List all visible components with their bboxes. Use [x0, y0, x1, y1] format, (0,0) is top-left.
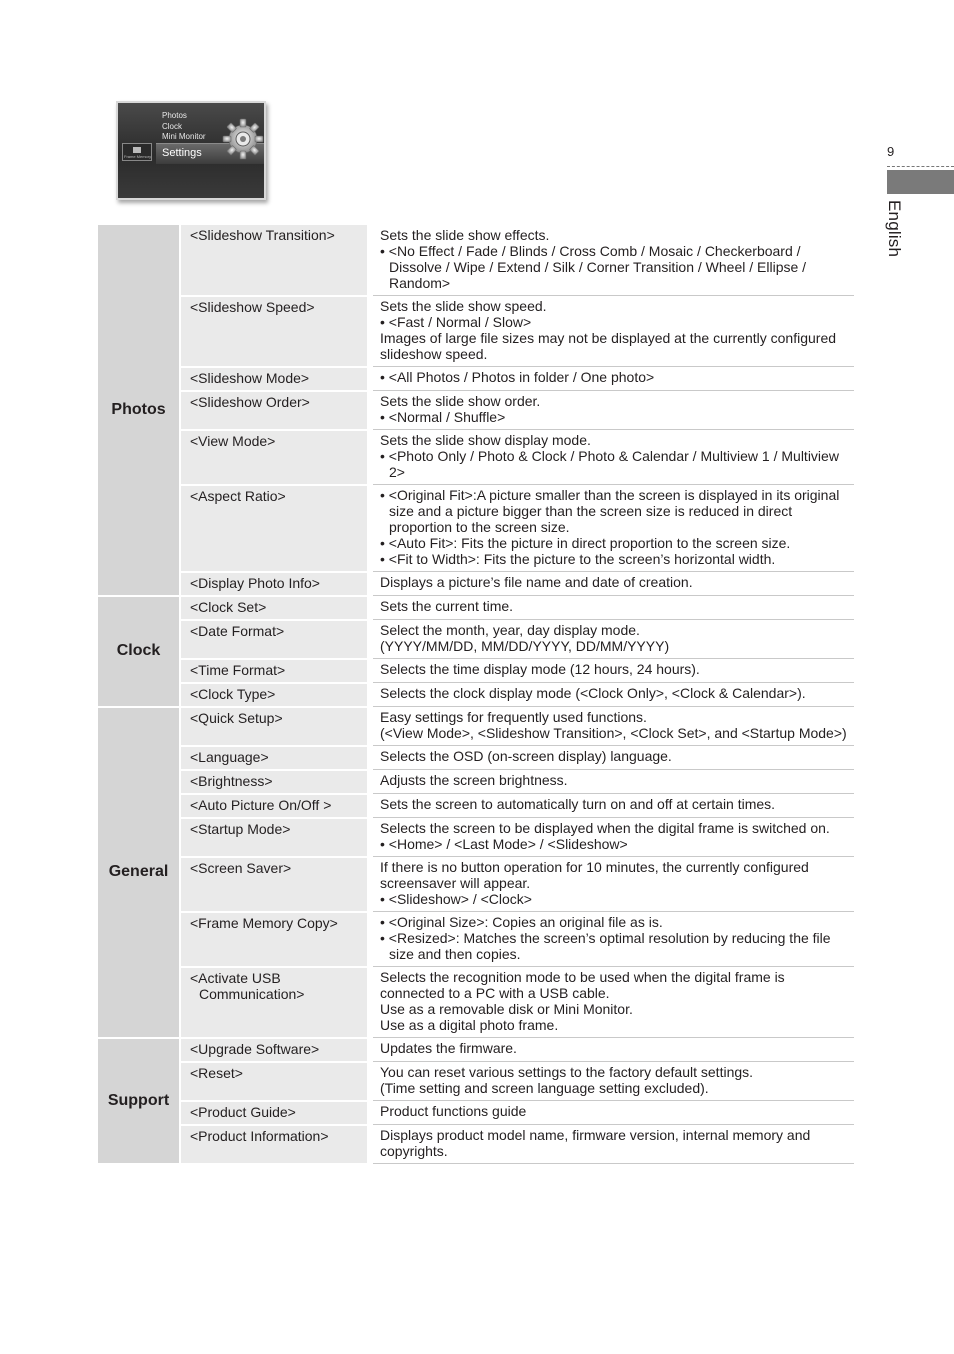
setting-description	[370, 746, 854, 770]
setting-description	[370, 1038, 854, 1062]
setting-name-line: <Brightness>	[190, 772, 273, 789]
setting-name-line: <Slideshow Transition>	[190, 227, 335, 243]
table-row	[98, 1101, 854, 1125]
description-line: Images of large file sizes may not be displayed at the currently configured slideshow speed.	[380, 330, 837, 362]
setting-name-line: <Clock Set>	[190, 598, 267, 615]
table-row	[98, 367, 854, 391]
description-line: Use as a removable disk or Mini Monitor.	[380, 1001, 633, 1017]
table-row	[98, 857, 854, 912]
language-tab: English	[885, 200, 904, 258]
setting-name-line: <Language>	[190, 748, 269, 765]
setting-name-line: <Quick Setup>	[190, 709, 283, 726]
setting-name	[180, 620, 370, 659]
setting-name-line: <Activate USB	[190, 969, 281, 986]
description-bullet: • <Slideshow> / <Clock>	[380, 891, 532, 907]
table-row	[98, 572, 854, 596]
description-bullet: • <Normal / Shuffle>	[380, 409, 506, 425]
setting-name-line: <Upgrade Software>	[190, 1040, 320, 1057]
setting-name	[180, 367, 370, 391]
description-line: Displays product model name, firmware version, internal memory and copyrights.	[380, 1127, 811, 1159]
description-line: Product functions guide	[380, 1103, 527, 1119]
setting-description	[370, 818, 854, 857]
tab-divider	[887, 166, 954, 167]
thumb-menu-clock: Clock	[162, 122, 183, 131]
description-line: Select the month, year, day display mode.	[380, 622, 640, 638]
setting-name	[180, 1125, 370, 1164]
table-row	[98, 912, 854, 967]
setting-name-line: <Display Photo Info>	[190, 574, 320, 591]
thumb-menu-mini-monitor: Mini Monitor	[162, 132, 206, 141]
setting-name	[180, 572, 370, 596]
table-row	[98, 485, 854, 572]
table-row	[98, 818, 854, 857]
description-bullet: • <Fast / Normal / Slow>	[380, 314, 532, 330]
setting-name	[180, 912, 370, 967]
description-line: Sets the slide show order.	[380, 393, 541, 409]
table-row	[98, 794, 854, 818]
table-row	[98, 430, 854, 485]
table-row	[98, 1038, 854, 1062]
table-row	[98, 391, 854, 430]
description-line: Updates the firmware.	[380, 1040, 517, 1056]
setting-name	[180, 659, 370, 683]
table-row	[98, 596, 854, 620]
description-bullet: • <Resized>: Matches the screen’s optimal resolution by reducing the file size and then copies.	[380, 930, 831, 962]
setting-description	[370, 485, 854, 572]
setting-name	[180, 707, 370, 746]
description-line: Displays a picture’s file name and date of creation.	[380, 574, 693, 590]
table-row	[98, 1062, 854, 1101]
setting-name	[180, 296, 370, 367]
description-line: Use as a digital photo frame.	[380, 1017, 559, 1033]
category-clock: Clock	[98, 596, 180, 707]
setting-name	[180, 746, 370, 770]
setting-name-line: <Date Format>	[190, 622, 285, 639]
setting-name-line: <Screen Saver>	[190, 859, 292, 876]
description-bullet: • <All Photos / Photos in folder / One photo>	[380, 369, 655, 385]
table-row	[98, 659, 854, 683]
table-row	[98, 296, 854, 367]
description-line: Selects the screen to be displayed when the digital frame is switched on.	[380, 820, 830, 836]
setting-name-line: <Aspect Ratio>	[190, 487, 286, 504]
description-bullet: • <Original Size>: Copies an original file as is.	[380, 914, 663, 930]
setting-name-line: <Product Guide>	[190, 1103, 296, 1120]
setting-description	[370, 596, 854, 620]
setting-name	[180, 1101, 370, 1125]
setting-name	[180, 683, 370, 707]
setting-description	[370, 912, 854, 967]
setting-name	[180, 818, 370, 857]
setting-description	[370, 967, 854, 1038]
setting-name-line: <Slideshow Speed>	[190, 298, 315, 315]
setting-name	[180, 1038, 370, 1062]
thumb-menu-photos: Photos	[162, 111, 187, 120]
setting-description	[370, 857, 854, 912]
setting-description	[370, 794, 854, 818]
description-bullet: • <Fit to Width>: Fits the picture to the screen’s horizontal width.	[380, 551, 776, 567]
setting-description	[370, 391, 854, 430]
description-line: Selects the recognition mode to be used when the digital frame is connected to a PC with a USB cable.	[380, 969, 785, 1001]
table-row	[98, 746, 854, 770]
description-line: Sets the current time.	[380, 598, 514, 614]
description-line: Sets the slide show effects.	[380, 227, 550, 243]
setting-name-line: <Clock Type>	[190, 685, 276, 702]
description-line: (<View Mode>, <Slideshow Transition>, <Clock Set>, and <Startup Mode>)	[380, 725, 847, 741]
category-support: Support	[98, 1038, 180, 1164]
table-row	[98, 707, 854, 746]
setting-name-line: <Frame Memory Copy>	[190, 914, 338, 931]
table-row	[98, 225, 854, 296]
table-row	[98, 770, 854, 794]
settings-screen-thumbnail	[116, 101, 266, 200]
thumb-menu-settings: Settings	[162, 147, 202, 159]
frame-memory-icon	[122, 143, 152, 161]
page-number: 9	[887, 144, 895, 159]
description-line: You can reset various settings to the factory default settings.	[380, 1064, 754, 1080]
description-line: Sets the screen to automatically turn on and off at certain times.	[380, 796, 776, 812]
setting-name	[180, 857, 370, 912]
description-line: Sets the slide show speed.	[380, 298, 547, 314]
description-bullet: • <Original Fit>:A picture smaller than the screen is displayed in its original size and a picture bigger than the screen size is reduced in direct proportion to the screen size.	[380, 487, 840, 535]
setting-name	[180, 1062, 370, 1101]
setting-description	[370, 683, 854, 707]
setting-description	[370, 1101, 854, 1125]
table-row	[98, 620, 854, 659]
setting-name	[180, 225, 370, 296]
setting-name-line: <Product Information>	[190, 1127, 329, 1144]
setting-description	[370, 707, 854, 746]
setting-name	[180, 596, 370, 620]
setting-description	[370, 1125, 854, 1164]
setting-name-line: <View Mode>	[190, 432, 276, 449]
setting-name	[180, 485, 370, 572]
description-line: Selects the clock display mode (<Clock Only>, <Clock & Calendar>).	[380, 685, 806, 701]
description-bullet: • <Photo Only / Photo & Clock / Photo & Calendar / Multiview 1 / Multiview 2>	[380, 448, 839, 480]
setting-name	[180, 794, 370, 818]
table-row	[98, 967, 854, 1038]
setting-description	[370, 367, 854, 391]
setting-description	[370, 225, 854, 296]
setting-name-line: Communication>	[199, 985, 305, 1002]
setting-name	[180, 967, 370, 1038]
setting-description	[370, 1062, 854, 1101]
setting-description	[370, 430, 854, 485]
table-row	[98, 683, 854, 707]
category-photos: Photos	[98, 225, 180, 596]
setting-name-line: <Slideshow Mode>	[190, 369, 310, 386]
setting-name-line: <Reset>	[190, 1064, 243, 1081]
description-line: Easy settings for frequently used functions.	[380, 709, 647, 725]
setting-description	[370, 770, 854, 794]
setting-name-line: <Auto Picture On/Off >	[190, 796, 332, 813]
setting-name-line: <Slideshow Order>	[190, 393, 310, 410]
description-line: Adjusts the screen brightness.	[380, 772, 568, 788]
description-bullet: • <Home> / <Last Mode> / <Slideshow>	[380, 836, 628, 852]
setting-description	[370, 296, 854, 367]
description-line: Selects the OSD (on-screen display) language.	[380, 748, 672, 764]
setting-name-line: <Time Format>	[190, 661, 286, 678]
table-row	[98, 1125, 854, 1164]
setting-name	[180, 430, 370, 485]
setting-name-line: <Startup Mode>	[190, 820, 291, 837]
section-tab-bar	[887, 170, 954, 194]
description-line: Selects the time display mode (12 hours, 24 hours).	[380, 661, 700, 677]
frame-memory-label: Frame Memory	[124, 154, 152, 159]
gear-icon	[221, 117, 265, 161]
description-line: If there is no button operation for 10 minutes, the currently configured screensaver will appear.	[380, 859, 809, 891]
category-general: General	[98, 707, 180, 1038]
setting-description	[370, 620, 854, 659]
description-bullet: • <Auto Fit>: Fits the picture in direct proportion to the screen size.	[380, 535, 791, 551]
setting-name	[180, 391, 370, 430]
setting-description	[370, 659, 854, 683]
setting-description	[370, 572, 854, 596]
setting-name	[180, 770, 370, 794]
description-line: (YYYY/MM/DD, MM/DD/YYYY, DD/MM/YYYY)	[380, 638, 670, 654]
description-line: Sets the slide show display mode.	[380, 432, 591, 448]
description-line: (Time setting and screen language setting excluded).	[380, 1080, 709, 1096]
description-bullet: • <No Effect / Fade / Blinds / Cross Comb / Mosaic / Checkerboard / Dissolve / Wipe / Extend / Silk / Corner Transition / Wheel / Ellipse / Random>	[380, 243, 807, 291]
settings-table	[98, 225, 854, 1165]
